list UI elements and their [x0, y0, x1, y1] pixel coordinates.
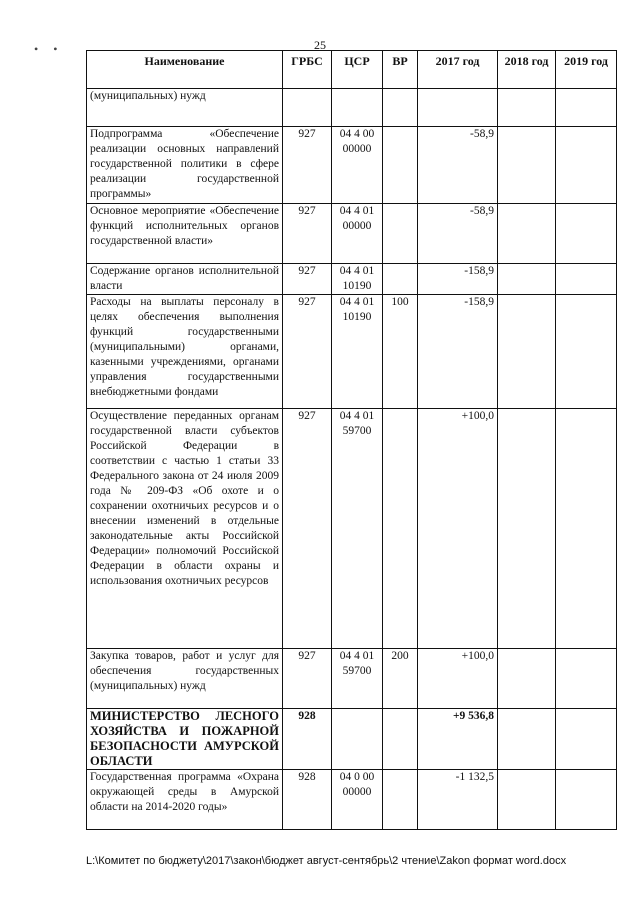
row-2017: -158,9: [418, 295, 498, 409]
row-vr: [383, 409, 418, 649]
row-vr: 100: [383, 295, 418, 409]
row-csr: 04 4 01 00000: [332, 204, 383, 264]
col-header-name: Наименование: [87, 51, 283, 89]
row-vr: [383, 264, 418, 295]
col-header-csr: ЦСР: [332, 51, 383, 89]
row-name: Закупка товаров, работ и услуг для обеспечения государственных (муниципальных) нужд: [87, 649, 283, 709]
col-header-2018: 2018 год: [498, 51, 556, 89]
row-2017: -1 132,5: [418, 770, 498, 830]
row-2017: -58,9: [418, 204, 498, 264]
row-grbs: 927: [283, 649, 332, 709]
row-grbs: 927: [283, 127, 332, 204]
col-header-2017: 2017 год: [418, 51, 498, 89]
row-2019: [556, 89, 617, 127]
row-2019: [556, 649, 617, 709]
row-csr: 04 0 00 00000: [332, 770, 383, 830]
row-2017: [418, 89, 498, 127]
row-csr: 04 4 01 59700: [332, 649, 383, 709]
row-name: МИНИСТЕРСТВО ЛЕСНОГО ХОЗЯЙСТВА И ПОЖАРНОЙ БЕЗОПАСНОСТИ АМУРСКОЙ ОБЛАСТИ: [87, 709, 283, 770]
table-row: [87, 649, 617, 709]
table-row: [87, 295, 617, 409]
row-csr: [332, 709, 383, 770]
row-csr: 04 4 01 10190: [332, 264, 383, 295]
row-2018: [498, 409, 556, 649]
row-2018: [498, 649, 556, 709]
row-2018: [498, 295, 556, 409]
table-row: [87, 204, 617, 264]
row-name: Содержание органов исполнительной власти: [87, 264, 283, 295]
row-2019: [556, 204, 617, 264]
row-vr: [383, 709, 418, 770]
row-2018: [498, 127, 556, 204]
row-csr: 04 4 00 00000: [332, 127, 383, 204]
row-name: Государственная программа «Охрана окружающей среды в Амурской области на 2014-2020 годы»: [87, 770, 283, 830]
row-name: Основное мероприятие «Обеспечение функций исполнительных органов государственной власти»: [87, 204, 283, 264]
row-2019: [556, 709, 617, 770]
col-header-grbs: ГРБС: [283, 51, 332, 89]
row-grbs: 928: [283, 709, 332, 770]
row-2019: [556, 770, 617, 830]
row-grbs: 927: [283, 409, 332, 649]
footer-file-path: L:\Комитет по бюджету\2017\закон\бюджет август-сентябрь\2 чтение\Zakon формат word.docx: [86, 855, 567, 867]
budget-table: [86, 50, 617, 830]
row-grbs: 927: [283, 295, 332, 409]
table-row: [87, 409, 617, 649]
row-name: Расходы на выплаты персоналу в целях обеспечения выполнения функций государственными (муниципальными) органами, казенными учреждениями, органами управления государственными внебюджетными фондами: [87, 295, 283, 409]
row-grbs: 927: [283, 204, 332, 264]
table-row: [87, 264, 617, 295]
row-2018: [498, 770, 556, 830]
row-2019: [556, 295, 617, 409]
row-vr: [383, 770, 418, 830]
col-header-2019: 2019 год: [556, 51, 617, 89]
row-2018: [498, 709, 556, 770]
row-2017: -58,9: [418, 127, 498, 204]
row-2017: +100,0: [418, 409, 498, 649]
row-csr: 04 4 01 59700: [332, 409, 383, 649]
row-name: Осуществление переданных органам государственной власти субъектов Российской Федерации в соответствии с частью 1 статьи 33 Федерального закона от 24 июля 2009 года № 209-ФЗ «Об охоте и о сохранении охотничьих ресурсов и о внесении изменений в отдельные законодательные акты Российской Федерации» полномочий Российской Федерации в области охраны и использования охотничьих ресурсов: [87, 409, 283, 649]
page-number: 25: [314, 38, 326, 52]
row-2017: +9 536,8: [418, 709, 498, 770]
col-header-vr: ВР: [383, 51, 418, 89]
row-2019: [556, 264, 617, 295]
row-2017: -158,9: [418, 264, 498, 295]
row-2019: [556, 409, 617, 649]
table-row: [87, 127, 617, 204]
row-name: Подпрограмма «Обеспечение реализации основных направлений государственной политики в сфере реализации государственной программы»: [87, 127, 283, 204]
row-csr: [332, 89, 383, 127]
table-row: [87, 770, 617, 830]
table-row: [87, 89, 617, 127]
margin-marks: • •: [34, 42, 64, 56]
row-grbs: 927: [283, 264, 332, 295]
row-2018: [498, 264, 556, 295]
row-grbs: [283, 89, 332, 127]
table-row: [87, 709, 617, 770]
row-2017: +100,0: [418, 649, 498, 709]
row-vr: [383, 127, 418, 204]
row-csr: 04 4 01 10190: [332, 295, 383, 409]
row-grbs: 928: [283, 770, 332, 830]
row-name: (муниципальных) нужд: [87, 89, 283, 127]
row-vr: [383, 204, 418, 264]
row-2018: [498, 204, 556, 264]
row-2019: [556, 127, 617, 204]
row-vr: 200: [383, 649, 418, 709]
table-header-row: [87, 51, 617, 89]
row-2018: [498, 89, 556, 127]
row-vr: [383, 89, 418, 127]
